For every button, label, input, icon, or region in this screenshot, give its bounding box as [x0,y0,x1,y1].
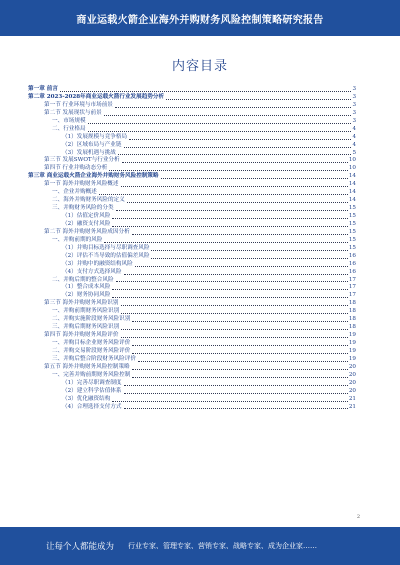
toc-entry-page: 15 [348,220,356,227]
toc-entry-page: 3 [352,86,356,92]
toc-entry-page: 19 [348,347,356,354]
toc-entry-page: 15 [348,213,356,219]
toc-entry-page: 18 [348,316,356,323]
toc-entry-label: （2）区域布局与产业链 [62,141,122,148]
toc-leader-dots [132,321,348,322]
toc-entry-page: 3 [352,109,356,116]
toc-leader-dots [112,218,348,219]
toc-leader-dots [118,154,352,155]
toc-entry-label: 第二节 海外并购财务风险成因分析 [44,228,130,235]
toc-heading: 内容目录 [171,59,228,74]
toc-leader-dots [121,305,348,306]
toc-entry-page: 18 [348,300,356,307]
toc-entry-label: 一、并购前期财务风险识别 [52,308,120,315]
header-bar [0,0,400,36]
toc-entry[interactable] [28,110,356,118]
toc-entry-page: 20 [348,387,356,394]
toc-entry[interactable] [28,245,356,253]
toc-entry[interactable] [28,348,356,356]
toc-leader-dots [124,147,352,148]
toc-entry-page: 10 [348,157,356,164]
toc-entry-label: 第二节 发展现状与前景 [44,109,102,116]
toc-leader-dots [135,266,348,267]
toc-entry-page: 4 [352,125,356,132]
toc-entry[interactable] [28,269,356,277]
toc-entry-label: （4）合理选择支付方式 [62,403,122,410]
toc-entry-label: 第三章 商业运载火箭企业海外并购财务风险控制策略 [28,173,159,180]
toc-entry-page: 4 [352,133,356,140]
toc-leader-dots [132,234,348,235]
toc-entry[interactable] [28,237,356,245]
toc-entry-label: 三、并购财务风险的分类 [52,205,114,212]
toc-entry[interactable] [28,142,356,150]
toc-entry[interactable] [28,340,356,348]
toc-entry-label: 第三节 海外并购财务风险识别 [44,300,119,307]
toc-leader-dots [122,162,348,163]
toc-entry[interactable] [28,364,356,372]
toc-entry-page: 14 [348,173,356,180]
toc-entry-label: 一、完善并购前期财务风险控制 [52,371,131,378]
toc-entry-label: 一、并购目标企业财务风险评价 [52,340,131,346]
toc-entry-page: 10 [348,165,356,172]
toc-entry[interactable] [28,308,356,316]
toc-entry[interactable] [28,94,356,102]
toc-entry[interactable] [28,372,356,380]
toc-entry[interactable] [28,181,356,189]
toc-entry-page: 19 [348,340,356,346]
toc-entry-label: 第一章 前言 [28,86,58,92]
toc-entry-page: 20 [348,379,356,386]
toc-leader-dots [132,377,348,378]
toc-entry[interactable] [28,134,356,142]
toc-entry-label: 三、并购后期财务风险识别 [52,324,120,331]
toc-entry[interactable] [28,253,356,261]
toc-entry-label: 二、并购后期的整合风险 [52,276,114,283]
toc-leader-dots [151,258,347,259]
toc-entry-page: 15 [348,244,356,251]
toc-entry-label: （2）财务协同风险 [62,292,111,299]
toc-leader-dots [60,91,352,92]
toc-entry-label: （1）整合成本风险 [62,284,111,291]
toc-entry-page: 3 [352,101,356,108]
toc-leader-dots [99,194,348,195]
toc-entry[interactable] [28,332,356,340]
toc-leader-dots [112,289,348,290]
toc-entry-label: 二、行业格局 [52,125,86,132]
toc-entry-label: 第三节 发展SWOT与行业分析 [44,157,120,164]
toc-entry-label: （1）估值定价风险 [62,213,111,219]
toc-entry-label: （3）发展机遇与挑战 [62,149,116,156]
toc-entry[interactable] [28,388,356,396]
page-number: 2 [356,514,360,520]
toc-entry-page: 15 [348,236,356,243]
toc-leader-dots [151,250,347,251]
toc-entry[interactable] [28,380,356,388]
toc-entry[interactable] [28,396,356,404]
toc-leader-dots [124,274,348,275]
toc-entry-label: 三、并购后整合阶段财务风险评价 [52,355,136,362]
footer-bar [0,527,400,565]
toc-leader-dots [132,353,348,354]
toc-entry[interactable] [28,102,356,110]
toc-entry-label: 一、并购前期的风险 [52,236,103,243]
toc-entry-label: （4）支付方式选择风险 [62,268,122,275]
toc-entry-page: 17 [348,284,356,291]
toc-entry-label: 二、并购实施阶段财务风险识别 [52,316,131,323]
toc-entry-page: 3 [352,117,356,124]
toc-entry-page: 3 [352,93,356,100]
toc-leader-dots [129,139,351,140]
toc-leader-dots [116,281,348,282]
toc-leader-dots [124,393,348,394]
toc-entry-label: （1）完善尽职调查制度 [62,379,122,386]
toc-entry-page: 14 [348,181,356,188]
toc-entry-label: 第一节 行业环境与市场前景 [44,101,113,108]
toc-entry-label: （2）建立科学估值体系 [62,387,122,394]
toc-leader-dots [132,369,348,370]
toc-leader-dots [112,226,348,227]
toc-entry-label: 二、海外并购财务风险的定义 [52,197,125,204]
toc-entry-page: 16 [348,252,356,259]
toc-leader-dots [124,385,348,386]
toc-entry-page: 14 [348,197,356,204]
toc-leader-dots [166,99,351,100]
toc-entry[interactable] [28,404,356,412]
toc-leader-dots [104,242,348,243]
toc-entry[interactable] [28,126,356,134]
toc-entry-label: 第一节 海外并购财务风险概述 [44,181,119,188]
toc-entry-page: 15 [348,228,356,235]
toc-leader-dots [104,115,352,116]
toc-entry-page: 20 [348,371,356,378]
toc-entry-label: 第二章 2023-2028年商业运载火箭行业发展趋势分析 [28,93,165,100]
toc-entry[interactable] [28,86,356,94]
toc-leader-dots [112,297,348,298]
toc-leader-dots [116,210,348,211]
toc-entry-page: 15 [348,205,356,212]
toc-entry-page: 14 [348,189,356,196]
toc-leader-dots [121,337,348,338]
toc-entry-page: 17 [348,276,356,283]
toc-entry-label: （2）融资支付风险 [62,220,111,227]
toc-entry-page: 18 [348,324,356,331]
toc-leader-dots [112,401,348,402]
toc-leader-dots [161,178,348,179]
toc-entry[interactable] [28,356,356,364]
table-of-contents [28,86,356,411]
toc-entry-page: 5 [352,149,356,156]
toc-leader-dots [88,123,352,124]
toc-entry[interactable] [28,221,356,229]
toc-entry-page: 19 [348,332,356,339]
toc-leader-dots [109,170,348,171]
toc-entry[interactable] [28,213,356,221]
toc-entry-page: 18 [348,308,356,315]
toc-entry-label: （3）并购中的融资结构风险 [62,260,133,267]
toc-leader-dots [121,186,348,187]
toc-entry-page: 4 [352,141,356,148]
toc-leader-dots [115,107,352,108]
toc-leader-dots [127,202,348,203]
toc-entry[interactable] [28,197,356,205]
toc-entry-label: 一、市场规模 [52,117,86,124]
toc-entry-page: 16 [348,268,356,275]
toc-leader-dots [138,361,348,362]
toc-entry[interactable] [28,229,356,237]
toc-leader-dots [132,345,348,346]
toc-entry[interactable] [28,205,356,213]
toc-entry-page: 21 [348,403,356,410]
toc-entry-page: 17 [348,292,356,299]
toc-entry-label: 第五节 海外并购财务风险控制策略 [44,363,130,370]
toc-entry[interactable] [28,324,356,332]
toc-leader-dots [124,408,348,409]
toc-leader-dots [121,329,348,330]
toc-entry-label: 一、企业并购概述 [52,189,97,196]
toc-entry-page: 19 [348,355,356,362]
toc-entry-label: 第四节 行业并购动态分析 [44,165,108,172]
toc-entry-label: （1）发展规模与竞争格局 [62,133,128,140]
toc-entry-label: （3）优化融资结构 [62,395,111,402]
footer-tagline: 行业专家、管理专家、营销专家、战略专家、成为企业家…… [128,542,318,550]
toc-entry[interactable] [28,261,356,269]
toc-entry-label: 第四节 海外并购财务风险评价 [44,332,119,339]
toc-entry[interactable] [28,189,356,197]
report-title: 商业运载火箭企业海外并购财务风险控制策略研究报告 [76,14,324,26]
toc-entry-page: 16 [348,260,356,267]
toc-entry-label: （2）评估不当导致的估值偏差风险 [62,252,150,259]
toc-leader-dots [88,131,352,132]
footer-slogan: 让每个人都能成为 [46,542,115,552]
toc-entry[interactable] [28,316,356,324]
toc-entry-label: 二、并购交易阶段财务风险评价 [52,347,131,354]
toc-entry-page: 20 [348,363,356,370]
toc-entry[interactable] [28,118,356,126]
toc-entry-label: （1）并购目标选择与尽职调查风险 [62,244,150,251]
toc-leader-dots [121,313,348,314]
toc-entry-page: 21 [348,395,356,402]
